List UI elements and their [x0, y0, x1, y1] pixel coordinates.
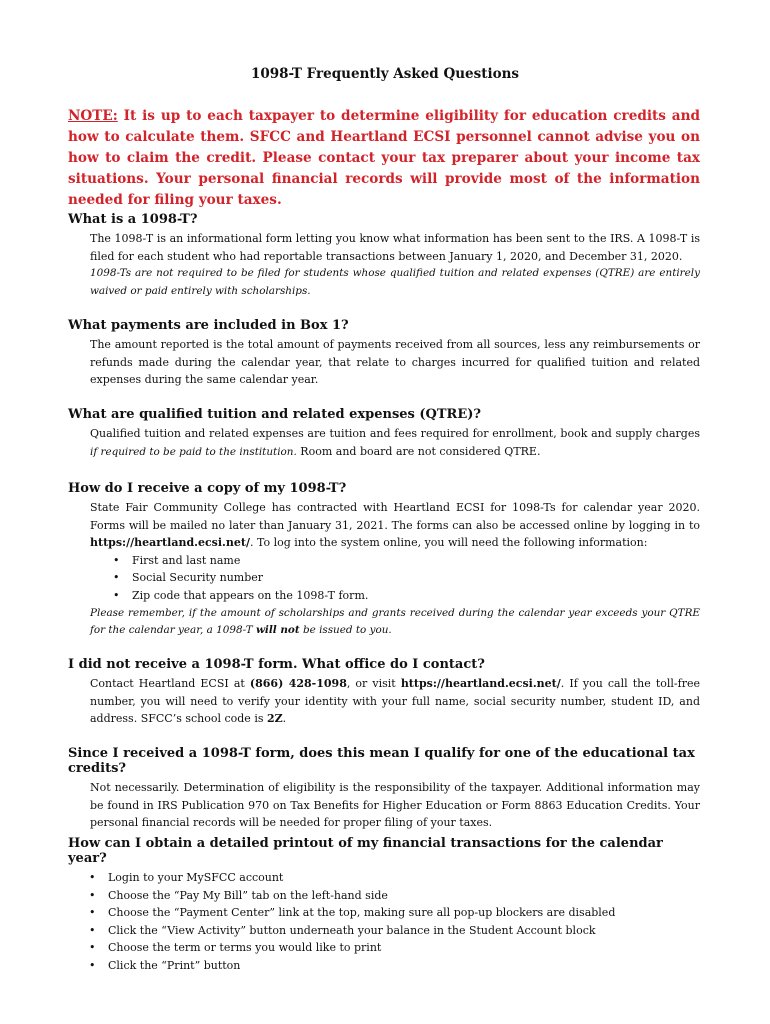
faq-answer	[90, 499, 700, 640]
answer-text-end: .	[282, 712, 287, 726]
faq-question: How can I obtain a detailed printout of my financial transactions for the calendar year?	[68, 836, 663, 866]
faq-question: What payments are included in Box 1?	[68, 318, 349, 333]
note-paragraph	[68, 106, 700, 211]
faq-section-receive-copy	[68, 481, 700, 640]
phone-number: (866) 428-1098	[249, 677, 347, 690]
list-item: • Choose the term or terms you would like to print	[86, 939, 700, 957]
faq-question: I did not receive a 1098-T form. What office do I contact?	[68, 657, 485, 672]
list-item: • Choose the “Payment Center” link at the top, making sure all pop-up blockers are disabled	[86, 904, 700, 922]
answer-text: The amount reported is the total amount of payments received from all sources, less any reimbursements or refunds made during the calendar year, that relate to charges incurred for qualified tuition and related expenses during the same calendar year.	[90, 338, 700, 387]
faq-answer	[90, 675, 700, 728]
italic-text-end: be issued to you.	[299, 624, 392, 637]
list-item: • First and last name	[110, 552, 700, 570]
faq-section-printout	[68, 836, 700, 975]
answer-text-end: Room and board are not considered QTRE.	[296, 444, 541, 458]
faq-answer	[90, 336, 700, 389]
note-label: NOTE:	[68, 108, 118, 124]
faq-section-contact-office	[68, 657, 700, 728]
list-item: • Login to your MySFCC account	[86, 869, 700, 887]
ecsi-link[interactable]: https://heartland.ecsi.net/	[90, 536, 250, 550]
faq-answer	[90, 779, 700, 832]
faq-section-qtre	[68, 407, 700, 461]
printout-steps-list	[86, 869, 700, 975]
answer-text: Contact Heartland ECSI at	[90, 677, 250, 690]
ecsi-link[interactable]: https://heartland.ecsi.net/	[400, 677, 561, 690]
page-title: 1098-T Frequently Asked Questions	[250, 66, 519, 82]
faq-question: What are qualified tuition and related expenses (QTRE)?	[68, 407, 482, 422]
faq-section-what-is-1098t	[68, 212, 700, 300]
faq-section-tax-credits	[68, 746, 700, 832]
faq-question: Since I received a 1098-T form, does this mean I qualify for one of the educational tax credits?	[68, 746, 695, 776]
answer-italic-note: 1098-Ts are not required to be filed for students whose qualified tuition and related expenses (QTRE) are entirely waived or paid entirely with scholarships.	[90, 267, 700, 297]
answer-text: The 1098-T is an informational form letting you know what information has been sent to the IRS. A 1098-T is filed for each student who had reportable transactions between January 1, 2020, and December 31, 2020.	[90, 232, 700, 263]
answer-text: State Fair Community College has contracted with Heartland ECSI for 1098-Ts for calendar year 2020. Forms will be mailed no later than January 31, 2021. The forms can also be accessed online by logging in to	[90, 501, 700, 532]
faq-question: How do I receive a copy of my 1098-T?	[68, 481, 347, 496]
note-text: It is up to each taxpayer to determine eligibility for education credits and how to calculate them. SFCC and Heartland ECSI personnel cannot advise you on how to claim the credit. Please contact your tax preparer about your income tax situations. Your personal financial records will provide most of the information needed for filing your taxes.	[68, 108, 701, 208]
answer-text: Not necessarily. Determination of eligibility is the responsibility of the taxpayer. Additional information may be found in IRS Publication 970 on Tax Benefits for Higher Education or Form 8863 Education Credits. Your personal financial records will be needed for proper filing of your taxes.	[90, 781, 700, 830]
faq-question: What is a 1098-T?	[68, 212, 198, 227]
answer-italic: if required to be paid to the institution.	[90, 445, 297, 458]
list-item: • Zip code that appears on the 1098-T form.	[110, 587, 700, 605]
faq-answer	[90, 425, 700, 461]
faq-section-box1	[68, 318, 700, 389]
list-item: • Click the “View Activity” button underneath your balance in the Student Account block	[86, 922, 700, 940]
list-item: • Social Security number	[110, 569, 700, 587]
list-item: • Click the “Print” button	[86, 957, 700, 975]
answer-italic-note	[90, 605, 700, 640]
faq-answer	[90, 230, 700, 300]
answer-text: , or visit	[346, 677, 401, 690]
answer-text: Qualified tuition and related expenses are tuition and fees required for enrollment, book and supply charges	[90, 427, 700, 440]
italic-bold-text: will not	[255, 624, 300, 637]
answer-text-end: . To log into the system online, you will need the following information:	[249, 536, 648, 550]
italic-text: Please remember, if the amount of scholarships and grants received during the calendar year exceeds your QTRE for the calendar year, a 1098-T	[90, 606, 700, 637]
answer-text: . If you call the toll-free number, you will need to verify your identity with your full name, social security number, student ID, and address. SFCC’s school code is	[90, 677, 700, 726]
school-code: 2Z	[266, 712, 283, 726]
login-info-list	[90, 552, 700, 605]
list-item: • Choose the “Pay My Bill” tab on the left-hand side	[86, 887, 700, 905]
